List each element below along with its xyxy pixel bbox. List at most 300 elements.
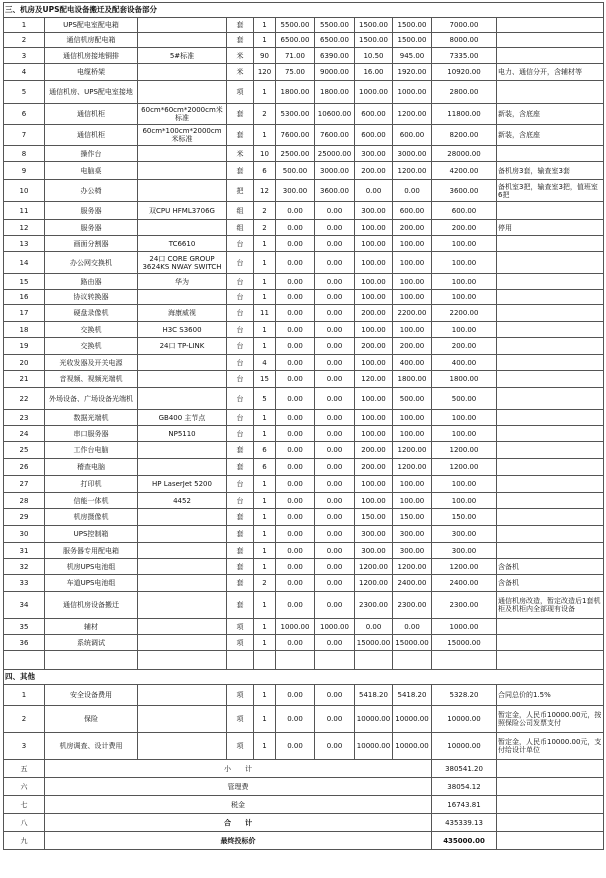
table-row bbox=[4, 290, 604, 305]
unit-price: 300.00 bbox=[276, 180, 315, 202]
item-spec: 5#标准 bbox=[138, 48, 227, 64]
blank-row bbox=[4, 651, 604, 670]
item-name: 工作台电脑 bbox=[45, 442, 138, 459]
unit-install-fee: 100.00 bbox=[355, 388, 393, 410]
item-spec: HP LaserJet 5200 bbox=[138, 476, 227, 493]
item-total: 1200.00 bbox=[432, 459, 497, 476]
item-spec bbox=[138, 685, 227, 706]
unit-price: 0.00 bbox=[276, 733, 315, 760]
item-qty: 90 bbox=[254, 48, 276, 64]
item-name: 机房调查、设计费用 bbox=[45, 733, 138, 760]
item-name: 交换机 bbox=[45, 322, 138, 338]
item-no: 33 bbox=[4, 575, 45, 592]
item-no: 15 bbox=[4, 274, 45, 290]
item-spec bbox=[138, 543, 227, 559]
unit-price: 0.00 bbox=[276, 252, 315, 274]
summary-label: 管理费 bbox=[45, 778, 432, 796]
table-row bbox=[4, 410, 604, 426]
item-note: 含备机 bbox=[497, 559, 604, 575]
subtotal-price: 0.00 bbox=[315, 509, 355, 526]
unit-price: 0.00 bbox=[276, 509, 315, 526]
table-row bbox=[4, 202, 604, 220]
unit-price: 0.00 bbox=[276, 274, 315, 290]
item-qty: 1 bbox=[254, 619, 276, 635]
install-fee: 150.00 bbox=[393, 509, 432, 526]
item-note bbox=[497, 305, 604, 322]
item-spec bbox=[138, 619, 227, 635]
item-name: 服务器 bbox=[45, 202, 138, 220]
item-qty: 1 bbox=[254, 706, 276, 733]
unit-install-fee: 600.00 bbox=[355, 104, 393, 125]
unit-price: 0.00 bbox=[276, 305, 315, 322]
install-fee: 200.00 bbox=[393, 338, 432, 355]
item-spec: 双CPU HFML3706G bbox=[138, 202, 227, 220]
table-row bbox=[4, 592, 604, 619]
item-total: 200.00 bbox=[432, 338, 497, 355]
item-unit: 项 bbox=[227, 706, 254, 733]
item-note bbox=[497, 388, 604, 410]
unit-price: 0.00 bbox=[276, 526, 315, 543]
subtotal-price: 0.00 bbox=[315, 592, 355, 619]
subtotal-price: 0.00 bbox=[315, 442, 355, 459]
item-spec bbox=[138, 371, 227, 388]
item-name: 音视频、视频光端机 bbox=[45, 371, 138, 388]
item-total: 2800.00 bbox=[432, 81, 497, 104]
item-qty: 1 bbox=[254, 322, 276, 338]
install-fee: 100.00 bbox=[393, 252, 432, 274]
install-fee: 1500.00 bbox=[393, 18, 432, 33]
item-qty: 2 bbox=[254, 202, 276, 220]
item-note: 停用 bbox=[497, 220, 604, 236]
summary-row bbox=[4, 760, 604, 778]
install-fee: 2400.00 bbox=[393, 575, 432, 592]
subtotal-price: 0.00 bbox=[315, 559, 355, 575]
install-fee: 100.00 bbox=[393, 274, 432, 290]
subtotal-price: 0.00 bbox=[315, 706, 355, 733]
item-unit: 项 bbox=[227, 685, 254, 706]
install-fee: 400.00 bbox=[393, 355, 432, 371]
summary-note bbox=[497, 796, 604, 814]
subtotal-price: 6390.00 bbox=[315, 48, 355, 64]
unit-install-fee: 100.00 bbox=[355, 476, 393, 493]
blank-cell bbox=[432, 651, 497, 670]
item-note bbox=[497, 290, 604, 305]
item-no: 18 bbox=[4, 322, 45, 338]
item-no: 20 bbox=[4, 355, 45, 371]
section-header-3 bbox=[4, 3, 604, 18]
item-qty: 1 bbox=[254, 125, 276, 146]
unit-price: 2500.00 bbox=[276, 146, 315, 162]
unit-price: 0.00 bbox=[276, 371, 315, 388]
subtotal-price: 0.00 bbox=[315, 476, 355, 493]
item-qty: 1 bbox=[254, 493, 276, 509]
blank-cell bbox=[276, 651, 315, 670]
item-qty: 1 bbox=[254, 509, 276, 526]
unit-price: 0.00 bbox=[276, 355, 315, 371]
unit-install-fee: 100.00 bbox=[355, 252, 393, 274]
item-unit: 台 bbox=[227, 274, 254, 290]
table-row bbox=[4, 635, 604, 651]
item-total: 400.00 bbox=[432, 355, 497, 371]
item-qty: 6 bbox=[254, 442, 276, 459]
unit-install-fee: 100.00 bbox=[355, 355, 393, 371]
item-total: 28000.00 bbox=[432, 146, 497, 162]
install-fee: 1200.00 bbox=[393, 459, 432, 476]
item-name: 电缆桥架 bbox=[45, 64, 138, 81]
item-note bbox=[497, 81, 604, 104]
unit-price: 0.00 bbox=[276, 543, 315, 559]
unit-install-fee: 0.00 bbox=[355, 619, 393, 635]
table-row bbox=[4, 125, 604, 146]
item-total: 7335.00 bbox=[432, 48, 497, 64]
item-qty: 1 bbox=[254, 426, 276, 442]
item-note bbox=[497, 442, 604, 459]
install-fee: 1200.00 bbox=[393, 162, 432, 180]
unit-install-fee: 300.00 bbox=[355, 146, 393, 162]
item-total: 1000.00 bbox=[432, 619, 497, 635]
item-qty: 5 bbox=[254, 388, 276, 410]
item-total: 3600.00 bbox=[432, 180, 497, 202]
item-spec bbox=[138, 220, 227, 236]
subtotal-price: 0.00 bbox=[315, 355, 355, 371]
item-note bbox=[497, 338, 604, 355]
unit-install-fee: 15000.00 bbox=[355, 635, 393, 651]
item-no: 5 bbox=[4, 81, 45, 104]
item-total: 1200.00 bbox=[432, 559, 497, 575]
item-total: 10920.00 bbox=[432, 64, 497, 81]
table-row bbox=[4, 274, 604, 290]
summary-note bbox=[497, 832, 604, 850]
item-total: 100.00 bbox=[432, 426, 497, 442]
unit-install-fee: 0.00 bbox=[355, 180, 393, 202]
item-total: 7000.00 bbox=[432, 18, 497, 33]
item-name: 保险 bbox=[45, 706, 138, 733]
item-unit: 台 bbox=[227, 305, 254, 322]
table-row bbox=[4, 685, 604, 706]
item-name: 串口服务器 bbox=[45, 426, 138, 442]
subtotal-price: 0.00 bbox=[315, 338, 355, 355]
item-no: 31 bbox=[4, 543, 45, 559]
table-row bbox=[4, 322, 604, 338]
blank-cell bbox=[393, 651, 432, 670]
summary-label: 小 计 bbox=[45, 760, 432, 778]
item-no: 21 bbox=[4, 371, 45, 388]
blank-cell bbox=[315, 651, 355, 670]
table-row bbox=[4, 162, 604, 180]
item-name: 安全设备费用 bbox=[45, 685, 138, 706]
item-note bbox=[497, 509, 604, 526]
unit-install-fee: 120.00 bbox=[355, 371, 393, 388]
item-name: 通信机柜 bbox=[45, 125, 138, 146]
item-unit: 把 bbox=[227, 180, 254, 202]
item-no: 13 bbox=[4, 236, 45, 252]
item-qty: 1 bbox=[254, 274, 276, 290]
item-no: 1 bbox=[4, 18, 45, 33]
subtotal-price: 1800.00 bbox=[315, 81, 355, 104]
item-unit: 套 bbox=[227, 442, 254, 459]
table-row bbox=[4, 493, 604, 509]
summary-no: 五 bbox=[4, 760, 45, 778]
item-total: 2200.00 bbox=[432, 305, 497, 322]
item-total: 2400.00 bbox=[432, 575, 497, 592]
install-fee: 0.00 bbox=[393, 180, 432, 202]
item-qty: 1 bbox=[254, 685, 276, 706]
install-fee: 1500.00 bbox=[393, 33, 432, 48]
subtotal-price: 0.00 bbox=[315, 371, 355, 388]
section-header-4 bbox=[4, 670, 604, 685]
table-row bbox=[4, 459, 604, 476]
item-spec bbox=[138, 180, 227, 202]
table-row bbox=[4, 252, 604, 274]
install-fee: 600.00 bbox=[393, 202, 432, 220]
item-unit: 套 bbox=[227, 459, 254, 476]
item-name: 机房UPS电池组 bbox=[45, 559, 138, 575]
table-row bbox=[4, 575, 604, 592]
subtotal-price: 0.00 bbox=[315, 322, 355, 338]
summary-value: 16743.81 bbox=[432, 796, 497, 814]
summary-value: 435000.00 bbox=[432, 832, 497, 850]
item-total: 5328.20 bbox=[432, 685, 497, 706]
install-fee: 1000.00 bbox=[393, 81, 432, 104]
item-unit: 台 bbox=[227, 426, 254, 442]
item-spec: NP5110 bbox=[138, 426, 227, 442]
subtotal-price: 0.00 bbox=[315, 635, 355, 651]
item-note bbox=[497, 493, 604, 509]
item-no: 4 bbox=[4, 64, 45, 81]
item-total: 10000.00 bbox=[432, 733, 497, 760]
item-spec bbox=[138, 64, 227, 81]
item-unit: 台 bbox=[227, 355, 254, 371]
item-unit: 台 bbox=[227, 493, 254, 509]
subtotal-price: 25000.00 bbox=[315, 146, 355, 162]
item-name: 通信机房设备搬迁 bbox=[45, 592, 138, 619]
item-no: 25 bbox=[4, 442, 45, 459]
subtotal-price: 0.00 bbox=[315, 202, 355, 220]
item-no: 32 bbox=[4, 559, 45, 575]
item-note: 电力、通信分开，含辅材等 bbox=[497, 64, 604, 81]
item-spec bbox=[138, 459, 227, 476]
unit-install-fee: 100.00 bbox=[355, 410, 393, 426]
item-total: 11800.00 bbox=[432, 104, 497, 125]
item-qty: 1 bbox=[254, 410, 276, 426]
item-note: 新装，含底座 bbox=[497, 125, 604, 146]
install-fee: 300.00 bbox=[393, 526, 432, 543]
unit-price: 0.00 bbox=[276, 493, 315, 509]
item-note bbox=[497, 476, 604, 493]
item-name: 通信机房接地铜排 bbox=[45, 48, 138, 64]
item-name: 操作台 bbox=[45, 146, 138, 162]
item-spec bbox=[138, 559, 227, 575]
item-spec: H3C S3600 bbox=[138, 322, 227, 338]
item-unit: 台 bbox=[227, 236, 254, 252]
item-total: 150.00 bbox=[432, 509, 497, 526]
item-name: 通信机房配电箱 bbox=[45, 33, 138, 48]
install-fee: 500.00 bbox=[393, 388, 432, 410]
item-unit: 台 bbox=[227, 338, 254, 355]
item-note bbox=[497, 236, 604, 252]
item-name: 服务器专用配电箱 bbox=[45, 543, 138, 559]
unit-price: 0.00 bbox=[276, 706, 315, 733]
subtotal-price: 0.00 bbox=[315, 426, 355, 442]
item-no: 9 bbox=[4, 162, 45, 180]
unit-price: 0.00 bbox=[276, 442, 315, 459]
unit-price: 7600.00 bbox=[276, 125, 315, 146]
item-note bbox=[497, 33, 604, 48]
summary-no: 八 bbox=[4, 814, 45, 832]
table-row bbox=[4, 426, 604, 442]
item-qty: 15 bbox=[254, 371, 276, 388]
item-total: 100.00 bbox=[432, 290, 497, 305]
summary-row bbox=[4, 814, 604, 832]
item-unit: 米 bbox=[227, 146, 254, 162]
subtotal-price: 0.00 bbox=[315, 220, 355, 236]
item-total: 100.00 bbox=[432, 493, 497, 509]
unit-price: 0.00 bbox=[276, 559, 315, 575]
item-spec: 4452 bbox=[138, 493, 227, 509]
summary-note bbox=[497, 760, 604, 778]
item-spec bbox=[138, 635, 227, 651]
table-row bbox=[4, 64, 604, 81]
item-spec: 24口 TP-LINK bbox=[138, 338, 227, 355]
subtotal-price: 3600.00 bbox=[315, 180, 355, 202]
unit-install-fee: 150.00 bbox=[355, 509, 393, 526]
item-unit: 套 bbox=[227, 18, 254, 33]
install-fee: 3000.00 bbox=[393, 146, 432, 162]
item-no: 28 bbox=[4, 493, 45, 509]
subtotal-price: 0.00 bbox=[315, 388, 355, 410]
install-fee: 1200.00 bbox=[393, 442, 432, 459]
item-spec bbox=[138, 575, 227, 592]
item-qty: 1 bbox=[254, 559, 276, 575]
item-no: 35 bbox=[4, 619, 45, 635]
unit-price: 75.00 bbox=[276, 64, 315, 81]
unit-install-fee: 1200.00 bbox=[355, 575, 393, 592]
unit-price: 0.00 bbox=[276, 476, 315, 493]
table-row bbox=[4, 81, 604, 104]
table-row bbox=[4, 706, 604, 733]
summary-no: 七 bbox=[4, 796, 45, 814]
item-qty: 1 bbox=[254, 635, 276, 651]
summary-label: 税金 bbox=[45, 796, 432, 814]
item-no: 22 bbox=[4, 388, 45, 410]
item-unit: 套 bbox=[227, 575, 254, 592]
summary-label: 合 计 bbox=[45, 814, 432, 832]
subtotal-price: 1000.00 bbox=[315, 619, 355, 635]
unit-install-fee: 2300.00 bbox=[355, 592, 393, 619]
subtotal-price: 0.00 bbox=[315, 305, 355, 322]
subtotal-price: 6500.00 bbox=[315, 33, 355, 48]
quotation-table bbox=[3, 2, 604, 850]
unit-install-fee: 300.00 bbox=[355, 202, 393, 220]
subtotal-price: 0.00 bbox=[315, 410, 355, 426]
item-no: 3 bbox=[4, 733, 45, 760]
subtotal-price: 0.00 bbox=[315, 236, 355, 252]
item-no: 6 bbox=[4, 104, 45, 125]
table-row bbox=[4, 442, 604, 459]
item-qty: 6 bbox=[254, 162, 276, 180]
unit-price: 0.00 bbox=[276, 426, 315, 442]
unit-install-fee: 10.50 bbox=[355, 48, 393, 64]
install-fee: 1920.00 bbox=[393, 64, 432, 81]
item-no: 2 bbox=[4, 33, 45, 48]
item-total: 300.00 bbox=[432, 543, 497, 559]
unit-price: 0.00 bbox=[276, 290, 315, 305]
item-no: 19 bbox=[4, 338, 45, 355]
item-note: 备机室3把，输查室3把，值班室6把 bbox=[497, 180, 604, 202]
item-unit: 台 bbox=[227, 388, 254, 410]
item-total: 1200.00 bbox=[432, 442, 497, 459]
item-note: 暂定金，人民币10000.00元，按照保险公司发票支付 bbox=[497, 706, 604, 733]
table-row bbox=[4, 48, 604, 64]
install-fee: 2200.00 bbox=[393, 305, 432, 322]
item-spec bbox=[138, 388, 227, 410]
item-total: 1800.00 bbox=[432, 371, 497, 388]
item-total: 8000.00 bbox=[432, 33, 497, 48]
item-note bbox=[497, 274, 604, 290]
item-qty: 1 bbox=[254, 592, 276, 619]
item-name: 光收发器及开关电源 bbox=[45, 355, 138, 371]
item-no: 11 bbox=[4, 202, 45, 220]
item-qty: 120 bbox=[254, 64, 276, 81]
item-note bbox=[497, 635, 604, 651]
install-fee: 100.00 bbox=[393, 426, 432, 442]
unit-install-fee: 200.00 bbox=[355, 162, 393, 180]
table-row bbox=[4, 371, 604, 388]
unit-price: 0.00 bbox=[276, 459, 315, 476]
item-unit: 台 bbox=[227, 252, 254, 274]
subtotal-price: 7600.00 bbox=[315, 125, 355, 146]
unit-install-fee: 5418.20 bbox=[355, 685, 393, 706]
unit-install-fee: 300.00 bbox=[355, 526, 393, 543]
summary-row bbox=[4, 796, 604, 814]
unit-install-fee: 1500.00 bbox=[355, 33, 393, 48]
item-unit: 套 bbox=[227, 33, 254, 48]
item-name: UPS控制箱 bbox=[45, 526, 138, 543]
unit-install-fee: 300.00 bbox=[355, 543, 393, 559]
install-fee: 300.00 bbox=[393, 543, 432, 559]
install-fee: 100.00 bbox=[393, 290, 432, 305]
install-fee: 945.00 bbox=[393, 48, 432, 64]
item-total: 4200.00 bbox=[432, 162, 497, 180]
item-total: 200.00 bbox=[432, 220, 497, 236]
item-qty: 1 bbox=[254, 236, 276, 252]
summary-note bbox=[497, 778, 604, 796]
item-total: 100.00 bbox=[432, 476, 497, 493]
unit-install-fee: 200.00 bbox=[355, 305, 393, 322]
item-no: 27 bbox=[4, 476, 45, 493]
item-no: 23 bbox=[4, 410, 45, 426]
unit-price: 500.00 bbox=[276, 162, 315, 180]
item-no: 1 bbox=[4, 685, 45, 706]
blank-cell bbox=[497, 651, 604, 670]
blank-cell bbox=[254, 651, 276, 670]
subtotal-price: 0.00 bbox=[315, 252, 355, 274]
subtotal-price: 9000.00 bbox=[315, 64, 355, 81]
unit-price: 1000.00 bbox=[276, 619, 315, 635]
table-row bbox=[4, 509, 604, 526]
unit-install-fee: 100.00 bbox=[355, 274, 393, 290]
unit-install-fee: 1000.00 bbox=[355, 81, 393, 104]
unit-install-fee: 100.00 bbox=[355, 220, 393, 236]
item-qty: 11 bbox=[254, 305, 276, 322]
item-unit: 套 bbox=[227, 559, 254, 575]
item-unit: 台 bbox=[227, 476, 254, 493]
item-total: 600.00 bbox=[432, 202, 497, 220]
item-unit: 组 bbox=[227, 202, 254, 220]
unit-install-fee: 1500.00 bbox=[355, 18, 393, 33]
item-name: 画面分割器 bbox=[45, 236, 138, 252]
item-name: 通信机房、UPS配电室接地 bbox=[45, 81, 138, 104]
